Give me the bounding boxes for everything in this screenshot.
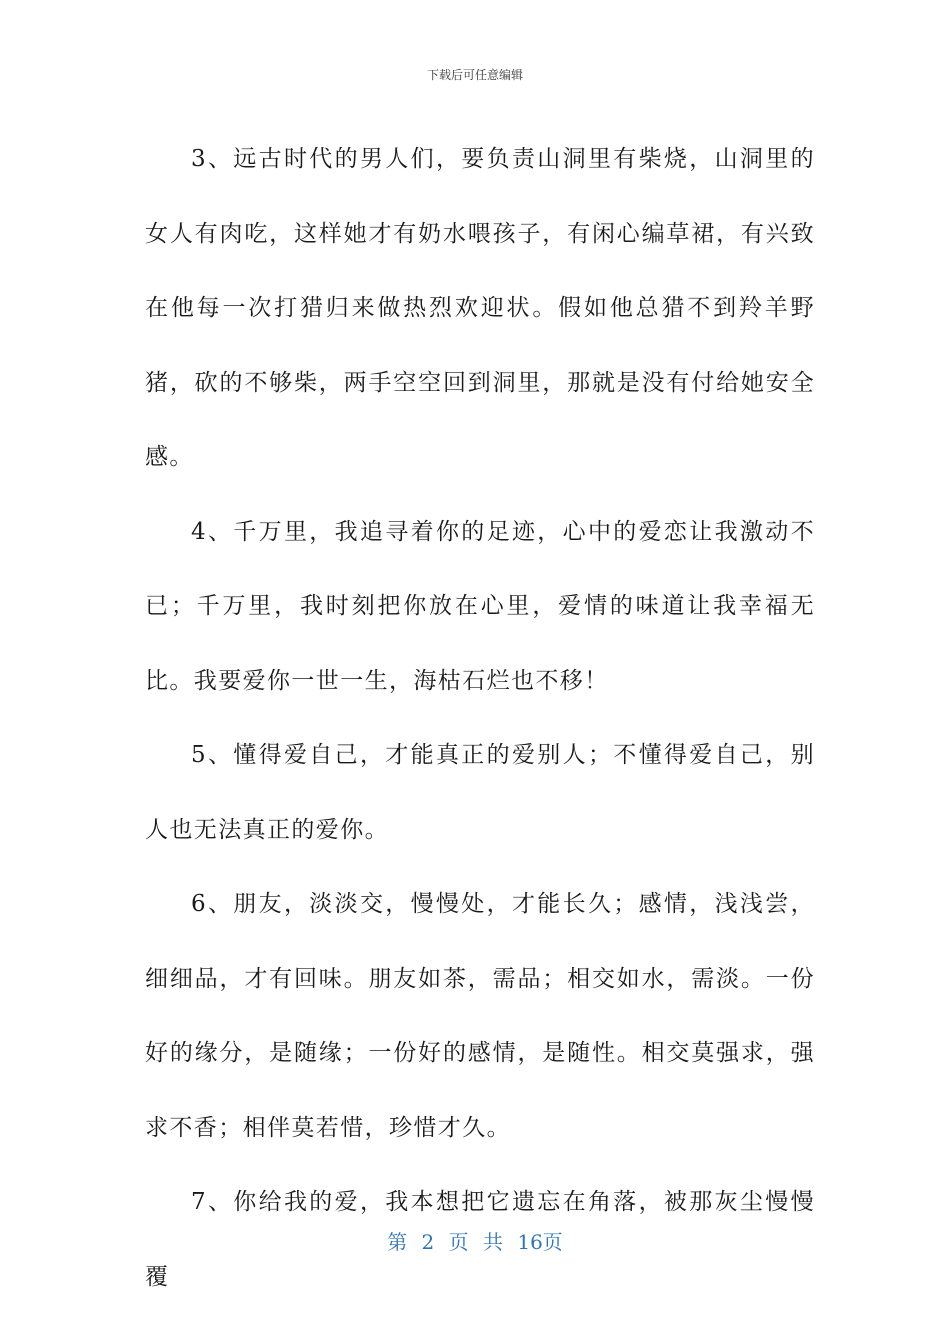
paragraph-4: 4、千万里，我追寻着你的足迹，心中的爱恋让我激动不已；千万里，我时刻把你放在心里，爱情的味道让我幸福无比。我要爱你一世一生，海枯石烂也不移！ <box>145 518 815 694</box>
header-note: 下载后可任意编辑 <box>426 68 523 82</box>
page-number-footer: 第 2 页 共 16页 <box>387 1230 563 1254</box>
document-body <box>145 122 815 1314</box>
paragraph-3: 3、远古时代的男人们，要负责山洞里有柴烧，山洞里的女人有肉吃，这样她才有奶水喂孩子，有闲心编草裙，有兴致在他每一次打猎归来做热烈欢迎状。假如他总猎不到羚羊野猪，砍的不够柴，两手空空回到洞里，那就是没有付给她安全感。 <box>145 146 815 470</box>
paragraph-7: 7、你给我的爱，我本想把它遗忘在角落，被那灰尘慢慢覆 <box>145 1189 815 1290</box>
paragraph-5: 5、懂得爱自己，才能真正的爱别人；不懂得爱自己，别人也无法真正的爱你。 <box>145 742 815 843</box>
paragraph-6: 6、朋友，淡淡交，慢慢处，才能长久；感情，浅浅尝，细细品，才有回味。朋友如茶，需品；相交如水，需淡。一份好的缘分，是随缘；一份好的感情，是随性。相交莫强求，强求不香；相伴莫若惜，珍惜才久。 <box>145 891 815 1141</box>
